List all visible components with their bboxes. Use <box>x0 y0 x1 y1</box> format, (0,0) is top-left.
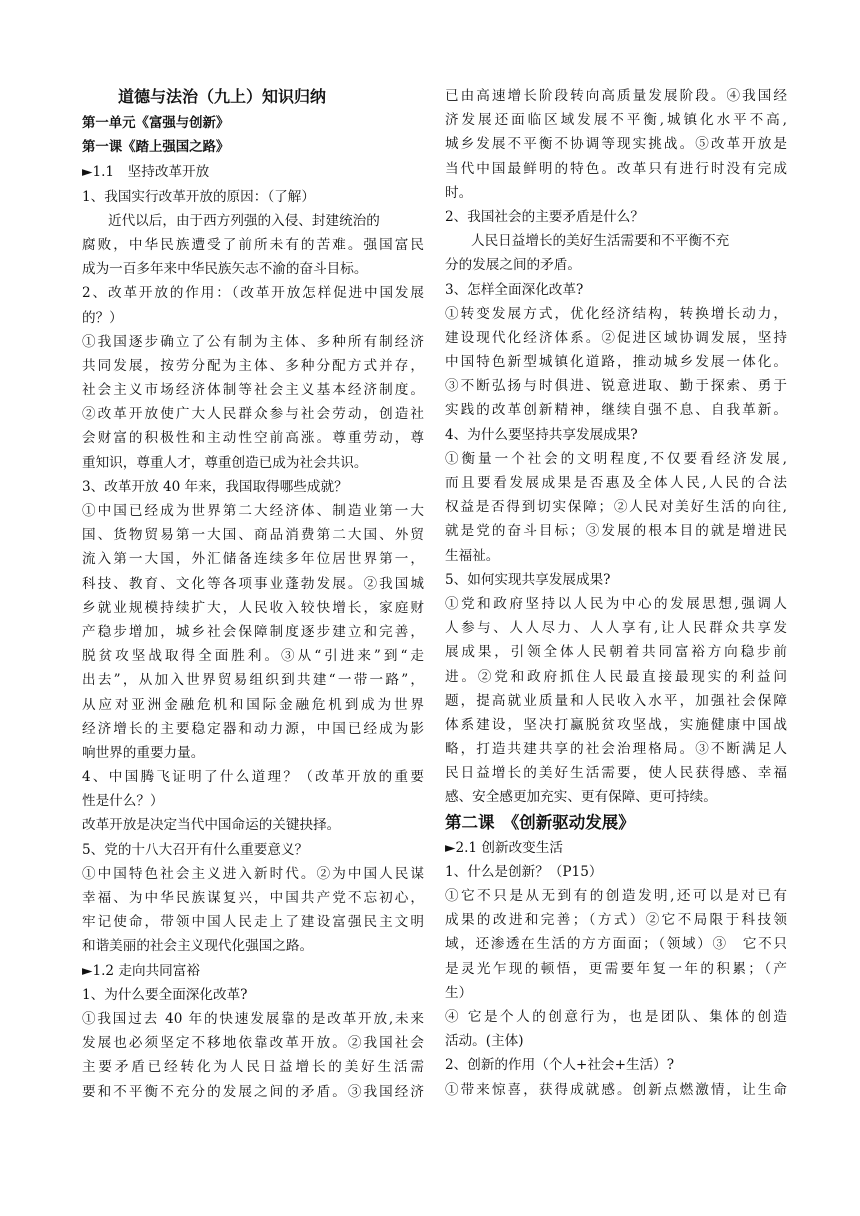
left-text-line: ①中国特色社会主义进入新时代。②为中国人民谋 <box>82 865 424 882</box>
left-text-line: 近代以后，由于西方列强的入侵、封建统治的 <box>108 212 380 229</box>
right-text-line: 城乡发展不平衡不协调等现实挑战。⑤改革开放是 <box>445 136 787 153</box>
right-text-line: 第二课 《创新驱动发展》 <box>445 812 635 832</box>
right-text-line: 进。②党和政府抓住人民最直接最现实的利益问 <box>445 668 787 685</box>
left-text-line: 发展也必须坚定不移地依靠改革开放。②我国社会 <box>82 1035 424 1052</box>
left-text-line: 腐败，中华民族遭受了前所未有的苦难。强国富民 <box>82 236 424 253</box>
right-text-line: 活动。(主体) <box>445 1033 524 1050</box>
right-text-line: ①衡量一个社会的文明程度,不仅要看经济发展, <box>445 450 787 467</box>
left-text-line: 1、我国实行改革开放的原因：（了解） <box>82 188 315 205</box>
right-text-line: 5、如何实现共享发展成果? <box>445 571 611 588</box>
right-text-line: 成果的改进和完善；（方式）②它不局限于科技领 <box>445 912 787 929</box>
left-text-line: 产稳步增加，城乡社会保障制度逐步建立和完善， <box>82 623 424 640</box>
right-text-line: ①党和政府坚持以人民为中心的发展思想,强调人 <box>445 595 787 612</box>
left-text-line: 流入第一大国，外汇储备连续多年位居世界第一， <box>82 551 424 568</box>
right-text-line: ③不断弘扬与时俱进、锐意进取、勤于探索、勇于 <box>445 378 787 395</box>
right-text-line: 当代中国最鲜明的特色。改革只有进行时没有完成 <box>445 160 787 177</box>
right-text-line: 略，打造共建共享的社会治理格局。③不断满足人 <box>445 741 787 758</box>
left-text-line: 的？） <box>82 309 123 326</box>
left-text-line: ►1.2 走向共同富裕 <box>82 962 200 979</box>
right-text-line: 已由高速增长阶段转向高质量发展阶段。④我国经 <box>445 88 787 104</box>
right-text-line: 4、为什么要坚持共享发展成果? <box>445 426 638 443</box>
left-text-line: 社会主义市场经济体制等社会主义基本经济制度。 <box>82 382 424 399</box>
left-text-line: 国、货物贸易第一大国、商品消费第二大国、外贸 <box>82 527 424 544</box>
left-text-line: 要和不平衡不充分的发展之间的矛盾。③我国经济 <box>82 1083 424 1100</box>
right-text-line: 权益是否得到切实保障；②人民对美好生活的向往, <box>445 499 787 516</box>
right-text-line: 而且要看发展成果是否惠及全体人民,人民的合法 <box>445 475 787 491</box>
left-text-line: 科技、教育、文化等各项事业蓬勃发展。②我国城 <box>82 575 424 592</box>
left-text-line: 共同发展，按劳分配为主体、多种分配方式并存， <box>82 357 424 374</box>
right-text-line: 民日益增长的美好生活需要，使人民获得感、幸福 <box>445 765 787 782</box>
left-text-line: 第一单元《富强与创新》 <box>82 116 230 131</box>
right-text-line: 时。 <box>445 184 473 201</box>
right-text-line: 2、我国社会的主要矛盾是什么？ <box>445 208 644 225</box>
left-text-line: 乡就业规模持续扩大，人民收入较快增长，家庭财 <box>82 599 424 616</box>
right-text-line: 人参与、人人尽力、人人享有,让人民群众共享发 <box>445 620 787 637</box>
right-text-line: 中国特色新型城镇化道路，推动城乡发展一体化。 <box>445 354 787 371</box>
right-text-line: 3、怎样全面深化改革? <box>445 281 584 298</box>
left-text-line: 牢记使命，带领中国人民走上了建设富强民主文明 <box>82 914 424 931</box>
left-text-line: 经济增长的主要稳定器和动力源，中国已经成为影 <box>82 720 424 737</box>
right-text-line: 建设现代化经济体系。②促进区域协调发展，坚持 <box>445 329 787 346</box>
left-text-line: 5、党的十八大召开有什么重要意义？ <box>82 841 309 858</box>
left-text-line: 幸福、为中华民族谋复兴，中国共产党不忘初心， <box>82 890 424 906</box>
left-text-line: 重知识，尊重人才，尊重创造已成为社会共识。 <box>82 454 368 471</box>
right-column <box>445 84 787 1102</box>
left-text-line: 和谐美丽的社会主义现代化强国之路。 <box>82 938 314 955</box>
right-text-line: ④ 它是个人的创意行为，也是团队、集体的创造 <box>445 1008 787 1025</box>
left-text-line: 从应对亚洲金融危机和国际金融危机到成为世界 <box>82 696 424 713</box>
left-text-line: ②改革开放使广大人民群众参与社会劳动，创造社 <box>82 406 424 423</box>
right-text-line: ①带来惊喜，获得成就感。创新点燃激情，让生命 <box>445 1081 787 1098</box>
left-text-line: 脱贫攻坚战取得全面胜利。③从“引进来”到“走 <box>82 648 424 665</box>
right-text-line: 就是党的奋斗目标；③发展的根本目的就是增进民 <box>445 523 787 540</box>
left-text-line: 会财富的积极性和主动性空前高涨。尊重劳动，尊 <box>82 430 424 447</box>
left-text-line: ①中国已经成为世界第二大经济体、制造业第一大 <box>82 503 424 519</box>
right-text-line: ►2.1 创新改变生活 <box>445 839 563 856</box>
left-text-line: 1、为什么要全面深化改革? <box>82 986 248 1003</box>
left-text-line: 成为一百多年来中华民族矢志不渝的奋斗目标。 <box>82 261 368 278</box>
left-column <box>82 82 424 1104</box>
right-text-line: 实践的改革创新精神，继续自强不息、自我革新。 <box>445 402 787 419</box>
left-text-line: 性是什么？） <box>82 793 164 810</box>
left-text-line: 出去”，从加入世界贸易组织到共建“一带一路”， <box>82 672 424 689</box>
left-text-line: ①我国逐步确立了公有制为主体、多种所有制经济 <box>82 333 424 350</box>
left-text-line: 第一课《踏上强国之路》 <box>82 140 230 156</box>
right-text-line: 体系建设，坚决打赢脱贫攻坚战，实施健康中国战 <box>445 716 787 733</box>
right-text-line: 生） <box>445 984 473 1001</box>
right-text-line: 域，还渗透在生活的方方面面；（领域）③ 它不只 <box>445 936 787 953</box>
left-text-line: 改革开放是决定当代中国命运的关键抉择。 <box>82 817 341 834</box>
left-text-line: ►1.1 坚持改革开放 <box>82 164 210 181</box>
right-text-line: ①转变发展方式，优化经济结构，转换增长动力， <box>445 305 787 322</box>
right-text-line: 题，提高就业质量和人民收入水平，加强社会保障 <box>445 692 787 709</box>
right-text-line: 是灵光乍现的顿悟，更需要年复一年的积累；（产 <box>445 960 787 977</box>
right-text-line: 济发展还面临区域发展不平衡,城镇化水平不高, <box>445 112 787 129</box>
right-text-line: 人民日益增长的美好生活需要和不平衡不充 <box>471 233 730 250</box>
left-text-line: 2、改革开放的作用：（改革开放怎样促进中国发展 <box>82 285 424 302</box>
left-text-line: ①我国过去 40 年的快速发展靠的是改革开放,未来 <box>82 1010 424 1027</box>
right-text-line: 分的发展之间的矛盾。 <box>445 257 581 274</box>
left-text-line: 4、中国腾飞证明了什么道理？（改革开放的重要 <box>82 769 424 786</box>
right-text-line: 2、创新的作用（个人+社会+生活）? <box>445 1057 675 1074</box>
right-text-line: ①它不只是从无到有的创造发明,还可以是对已有 <box>445 888 787 904</box>
right-text-line: 感、安全感更加充实、更有保障、更可持续。 <box>445 789 717 806</box>
right-text-line: 生福祉。 <box>445 547 500 564</box>
left-text-line: 响世界的重要力量。 <box>82 744 205 761</box>
right-text-line: 展成果，引领全体人民朝着共同富裕方向稳步前 <box>445 644 787 661</box>
left-text-line: 道德与法治（九上）知识归纳 <box>118 87 327 106</box>
right-text-line: 1、什么是创新？（P15） <box>445 863 603 880</box>
left-text-line: 3、改革开放 40 年来，我国取得哪些成就？ <box>82 478 348 495</box>
left-text-line: 主要矛盾已经转化为人民日益增长的美好生活需 <box>82 1059 424 1076</box>
